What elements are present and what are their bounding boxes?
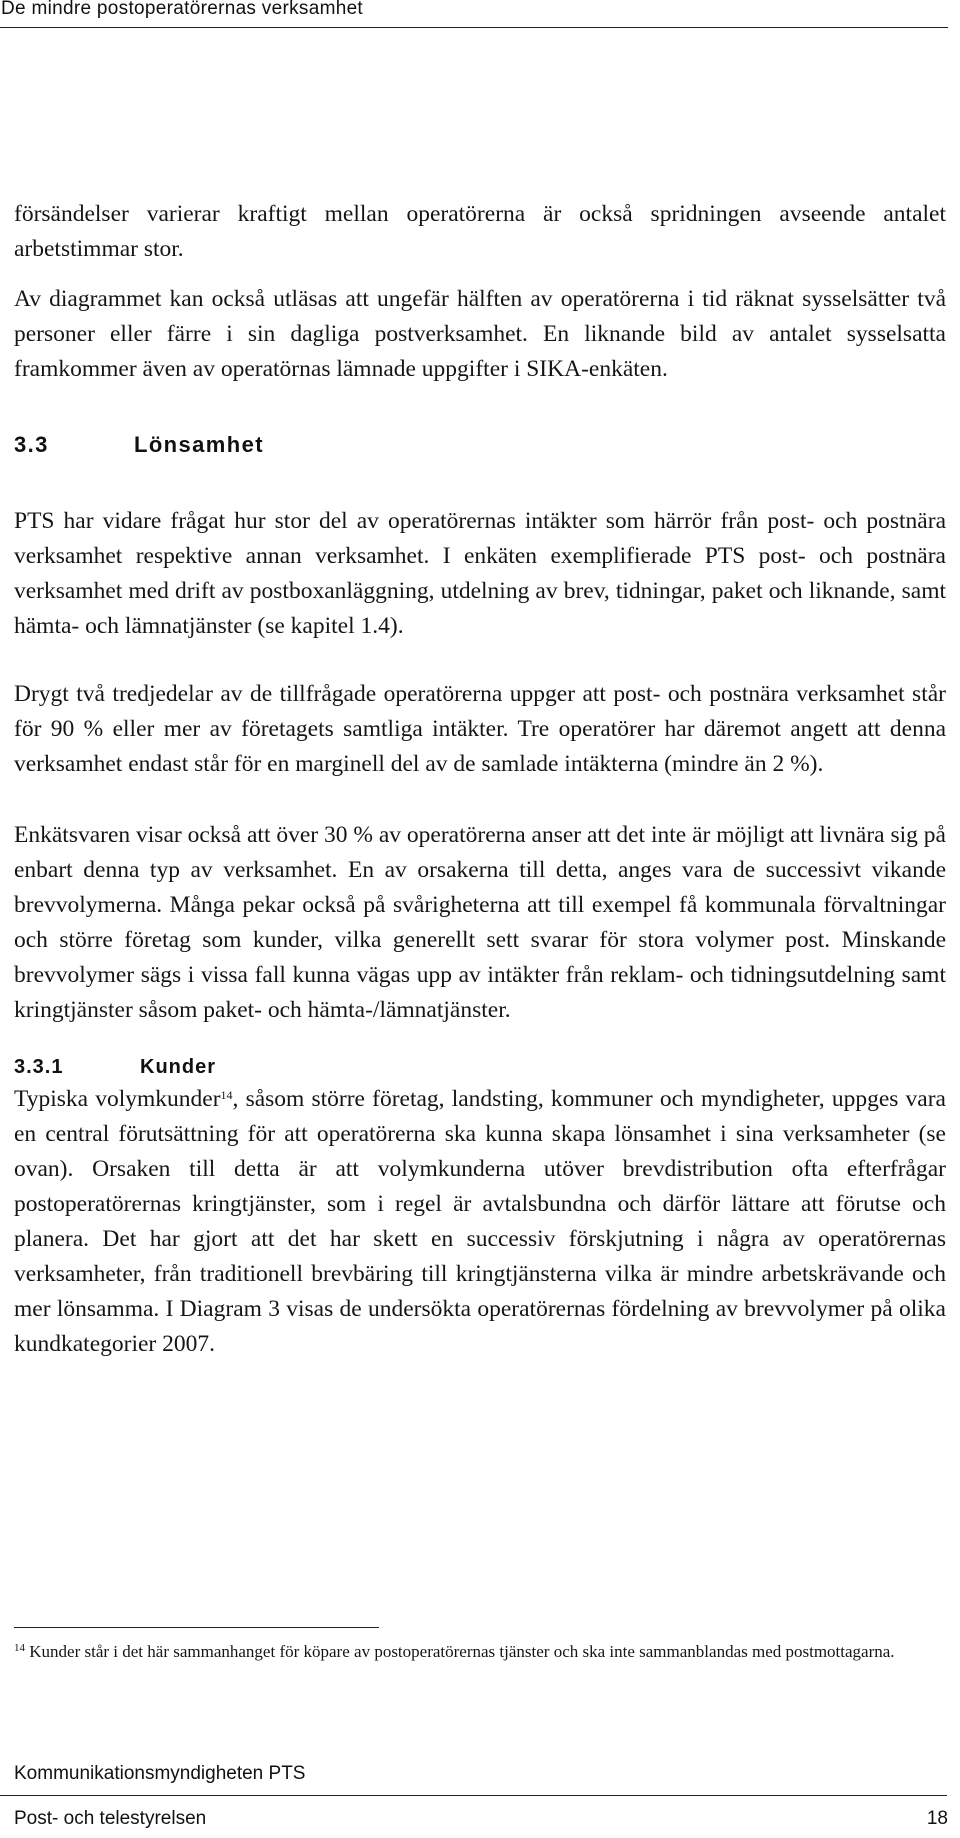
paragraph-continuation: försändelser varierar kraftigt mellan operatörerna är också spridningen avseende antalet arbetstimmar stor. — [14, 201, 946, 262]
running-header-title: De mindre postoperatörernas verksamhet — [1, 0, 364, 19]
footnote — [14, 1638, 914, 1666]
subsection-heading — [14, 1056, 216, 1079]
footnote-reference[interactable]: 14 — [220, 1088, 233, 1102]
paragraph-diagram-note: Av diagrammet kan också utläsas att ungefär hälften av operatörerna i tid räknat sysselsätter två personer eller färre i sin dagliga postverksamhet. En liknande bild av antalet sysselsatta framkommer även av operatörnas lämnade uppgifter i SIKA-enkäten. — [14, 286, 946, 382]
running-header — [0, 0, 948, 28]
section-title: Lönsamhet — [134, 432, 264, 457]
footnote-divider — [14, 1627, 379, 1628]
paragraph-revenue-question: PTS har vidare frågat hur stor del av operatörernas intäkter som härrör från post- och postnära verksamhet respektive annan verksamhet. I enkäten exemplifierade PTS post- och postnära verksamhet med drift av postboxanläggning, utdelning av brev, tidningar, paket och liknande, samt hämta- och lämnatjänster (se kapitel 1.4). — [14, 508, 946, 639]
footer-agency: Post- och telestyrelsen — [14, 1808, 207, 1829]
paragraph-survey-answers: Enkätsvaren visar också att över 30 % av operatörerna anser att det inte är möjligt att livnära sig på enbart denna typ av verksamhet. En av orsakerna till detta, anges vara de successivt vikande brevvolymerna. Många pekar också på svårigheterna att till exempel få kommunala förvaltningar och större företag som kunder, vilka generellt sett svarar för stora volymer post. Minskande brevvolymer sägs i vissa fall kunna vägas upp av intäkter från reklam- och tidningsutdelning samt kringtjänster såsom paket- och hämta-/lämnatjänster. — [14, 822, 946, 1023]
page-number: 18 — [926, 1808, 948, 1829]
paragraph-customers-rest: , såsom större företag, landsting, kommuner och myndigheter, uppges vara en central förutsättning för att operatörerna ska kunna skapa lönsamhet i sina verksamheter (se ovan). Orsaken till detta är att volymkunderna utöver brevdistribution ofta efterfrågar postoperatörernas kringtjänster, som i regel är avtalsbundna och därför lättare att förutse och planera. Det har gjort att det har skett en successiv förskjutning i några av operatörernas verksamheter, från traditionell brevbäring till kringtjänsterna vilka är mindre arbetskrävande och mer lönsamma. I Diagram 3 visas de undersökta operatörernas fördelning av brevvolymer på olika kundkategorier 2007. — [14, 1086, 946, 1357]
footnote-text: Kunder står i det här sammanhanget för köpare av postoperatörernas tjänster och ska inte sammanblandas med postmottagarna. — [29, 1642, 895, 1661]
subsection-number: 3.3.1 — [14, 1056, 64, 1078]
section-heading — [14, 432, 264, 458]
footnote-marker: 14 — [14, 1642, 25, 1654]
subsection-title: Kunder — [140, 1056, 216, 1078]
paragraph-customers-start: Typiska volymkunder — [14, 1086, 221, 1112]
paragraph-revenue-share: Drygt två tredjedelar av de tillfrågade operatörerna uppger att post- och postnära verksamhet står för 90 % eller mer av företagets samtliga intäkter. Tre operatörer har däremot angett att denna verksamhet endast står för en marginell del av de samlade intäkterna (mindre än 2 %). — [14, 681, 946, 777]
footer-organization: Kommunikationsmyndigheten PTS — [14, 1763, 306, 1784]
footer-divider — [0, 1795, 947, 1796]
paragraph-customers — [14, 1082, 946, 1362]
section-number: 3.3 — [14, 432, 49, 457]
